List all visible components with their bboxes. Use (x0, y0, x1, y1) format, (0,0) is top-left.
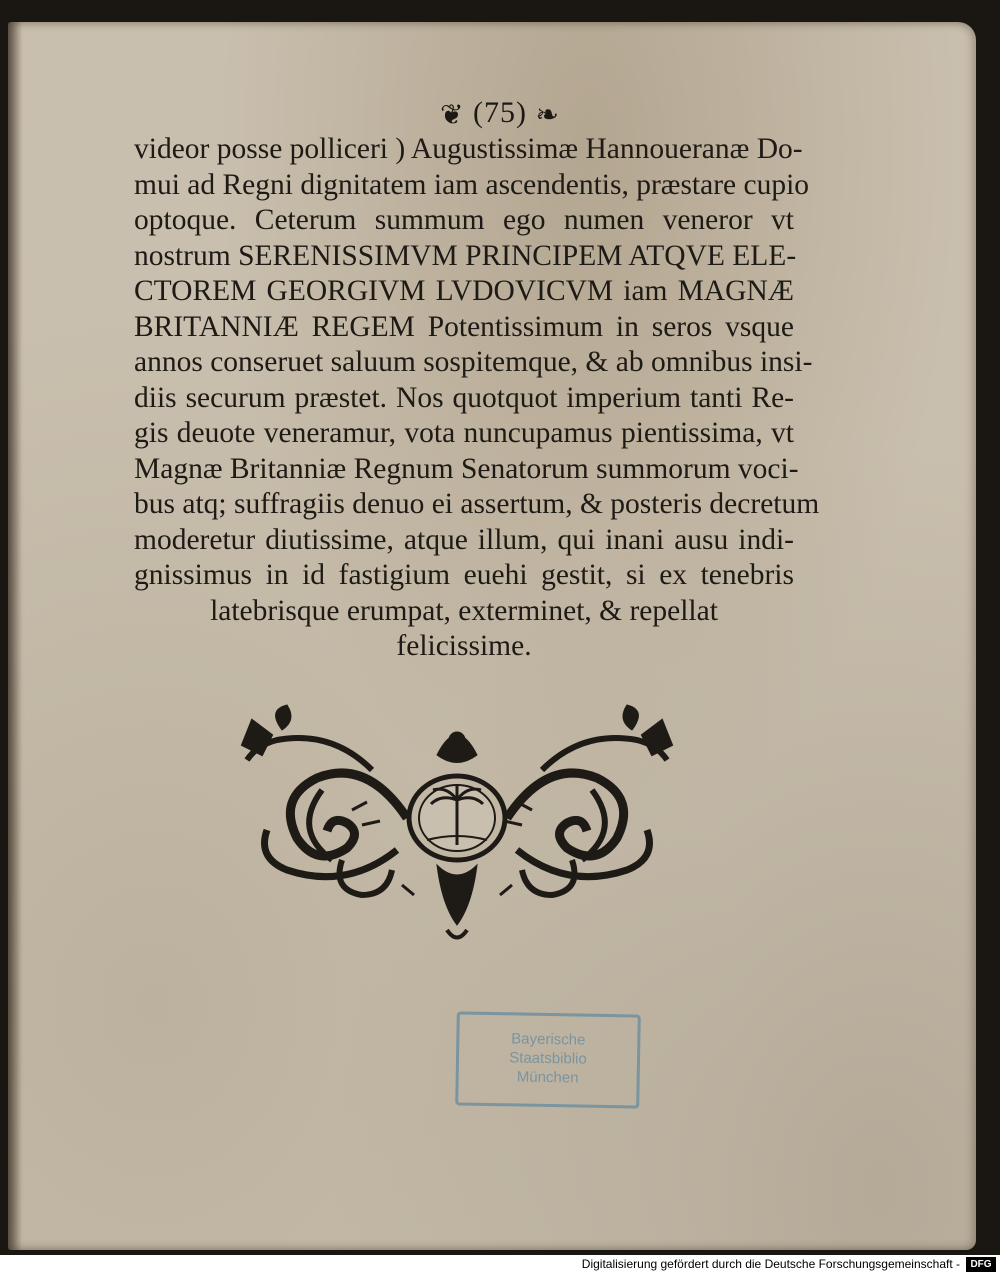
footer-credit: Digitalisierung gefördert durch die Deutsche Forschungsgemeinschaft - (581, 1257, 960, 1271)
stamp-line-1: Bayerische (511, 1030, 586, 1049)
fleuron-right-icon: ❧ (535, 100, 560, 132)
text-line: gnissimus in id fastigium euehi gestit, si ex tenebris (134, 559, 794, 591)
page-number: (75) (473, 96, 527, 129)
page-gutter-shadow (8, 22, 22, 1250)
text-line: nostrum SERENISSIMVM PRINCIPEM ATQVE ELE- (134, 239, 797, 272)
dfg-logo-icon: DFG (966, 1257, 996, 1272)
text-line: Magnæ Britanniæ Regnum Senatorum summorum voci- (134, 452, 799, 485)
text-line: optoque. Ceterum summum ego numen veneror vt (134, 204, 794, 236)
text-line: CTOREM GEORGIVM LVDOVICVM iam MAGNÆ (134, 275, 794, 307)
body-text (134, 132, 820, 665)
text-line: BRITANNIÆ REGEM Potentissimum in seros vsque (134, 310, 794, 343)
library-stamp (455, 1011, 641, 1108)
text-line: gis deuote veneramur, vota nuncupamus pientissima, vt (134, 417, 794, 449)
text-line: moderetur diutissime, atque illum, qui inani ausu indi- (134, 523, 794, 556)
text-line: videor posse polliceri ) Augustissimæ Hannoueranæ Do- (134, 133, 803, 165)
fleuron-left-icon: ❦ (440, 100, 465, 132)
page-header (0, 96, 1000, 132)
text-line: bus atq; suffragiis denuo ei assertum, & posteris decretum (134, 488, 820, 520)
stamp-line-2: Staatsbiblio (509, 1049, 587, 1068)
text-line: annos conseruet saluum sospitemque, & ab omnibus insi- (134, 346, 813, 378)
text-line: felicissime. (396, 630, 532, 662)
text-line: latebrisque erumpat, exterminet, & repellat (210, 594, 718, 627)
text-line: diis securum præstet. Nos quotquot imperium tanti Re- (134, 381, 794, 414)
stamp-line-3: München (516, 1068, 579, 1087)
text-line: mui ad Regni dignitatem iam ascendentis, præstare cupio (134, 168, 810, 201)
decorative-tailpiece-icon (222, 700, 692, 950)
